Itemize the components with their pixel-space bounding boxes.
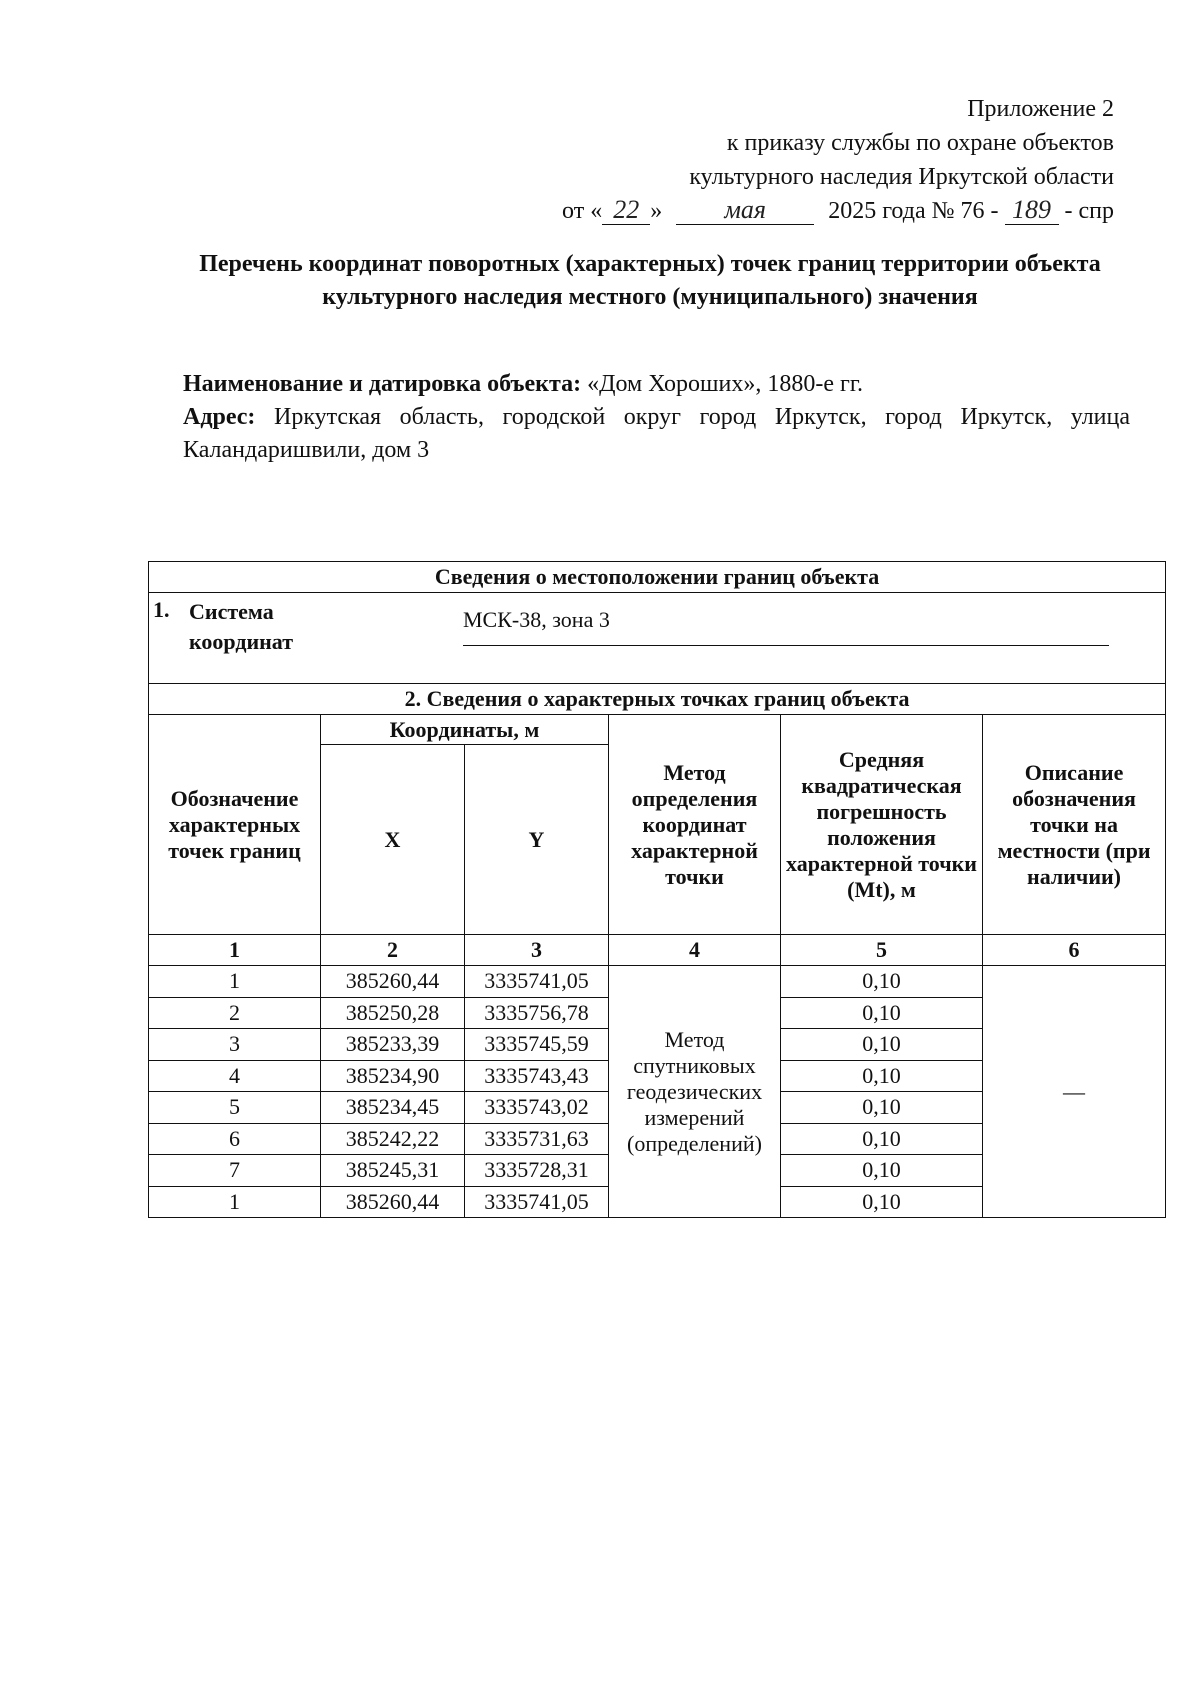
point-x: 385234,90 <box>321 1060 465 1092</box>
point-x: 385245,31 <box>321 1155 465 1187</box>
order-reference: к приказу службы по охране объектов <box>726 130 1114 156</box>
point-mt: 0,10 <box>781 1155 983 1187</box>
document-header <box>562 92 1114 228</box>
issuing-authority: культурного наследия Иркутской области <box>689 164 1114 190</box>
order-date-line <box>562 194 1114 228</box>
point-x: 385250,28 <box>321 997 465 1029</box>
table-row <box>149 966 1166 998</box>
header-method: Метод определения координат характерной точки <box>609 715 781 935</box>
address-value: Иркутская область, городской округ город Иркутск, город Иркутск, улица Каландаришвили, дом 3 <box>183 404 1131 463</box>
method-value: Метод спутниковых геодезических измерений (определений) <box>609 966 781 1218</box>
system-number: 1. <box>153 597 170 622</box>
column-number: 5 <box>781 935 983 966</box>
object-address-line <box>183 401 1130 467</box>
system-label: Система координат <box>189 599 294 654</box>
column-number: 4 <box>609 935 781 966</box>
order-suffix: - спр <box>1064 198 1114 224</box>
coordinate-system-cell <box>149 593 1166 684</box>
year-and-number: 2025 года № 76 - <box>828 198 999 224</box>
header-y: Y <box>465 745 609 935</box>
point-id: 6 <box>149 1123 321 1155</box>
handwritten-day: 22 <box>602 196 650 225</box>
column-number: 3 <box>465 935 609 966</box>
points-section-title: 2. Сведения о характерных точках границ объекта <box>149 684 1166 715</box>
point-id: 1 <box>149 966 321 998</box>
header-coordinates: Координаты, м <box>321 715 609 745</box>
column-number: 6 <box>983 935 1166 966</box>
point-x: 385260,44 <box>321 966 465 998</box>
point-y: 3335743,02 <box>465 1092 609 1124</box>
object-name-line <box>183 368 1130 401</box>
point-id: 2 <box>149 997 321 1029</box>
point-id: 3 <box>149 1029 321 1061</box>
section-title: Сведения о местоположении границ объекта <box>149 562 1166 593</box>
point-y: 3335728,31 <box>465 1155 609 1187</box>
description-value: — <box>983 966 1166 1218</box>
handwritten-order-number: 189 <box>1005 196 1059 225</box>
point-y: 3335741,05 <box>465 1186 609 1218</box>
point-x: 385234,45 <box>321 1092 465 1124</box>
column-number: 2 <box>321 935 465 966</box>
point-id: 4 <box>149 1060 321 1092</box>
date-quote-close: » <box>650 198 663 224</box>
coordinates-table <box>148 561 1166 1218</box>
point-mt: 0,10 <box>781 1186 983 1218</box>
column-number: 1 <box>149 935 321 966</box>
point-mt: 0,10 <box>781 966 983 998</box>
point-mt: 0,10 <box>781 1060 983 1092</box>
point-x: 385233,39 <box>321 1029 465 1061</box>
point-mt: 0,10 <box>781 997 983 1029</box>
point-id: 5 <box>149 1092 321 1124</box>
address-label: Адрес: <box>183 404 256 430</box>
point-y: 3335743,43 <box>465 1060 609 1092</box>
column-numbers-row <box>149 935 1166 966</box>
date-prefix: от « <box>562 198 603 224</box>
handwritten-month: мая <box>676 196 814 225</box>
appendix-label: Приложение 2 <box>967 96 1114 122</box>
point-id: 7 <box>149 1155 321 1187</box>
header-designation: Обозначение характерных точек границ <box>149 715 321 935</box>
point-mt: 0,10 <box>781 1123 983 1155</box>
object-info <box>183 368 1130 467</box>
point-mt: 0,10 <box>781 1092 983 1124</box>
object-name-value: «Дом Хороших», 1880-е гг. <box>587 371 863 397</box>
header-description: Описание обозначения точки на местности (при наличии) <box>983 715 1166 935</box>
point-mt: 0,10 <box>781 1029 983 1061</box>
point-y: 3335731,63 <box>465 1123 609 1155</box>
header-error: Средняя квадратическая погрешность положения характерной точки (Mt), м <box>781 715 983 935</box>
point-id: 1 <box>149 1186 321 1218</box>
document-title: Перечень координат поворотных (характерных) точек границ территории объекта культурного наследия местного (муниципального) значения <box>199 251 1101 310</box>
point-y: 3335745,59 <box>465 1029 609 1061</box>
point-y: 3335756,78 <box>465 997 609 1029</box>
point-x: 385242,22 <box>321 1123 465 1155</box>
point-y: 3335741,05 <box>465 966 609 998</box>
system-value: МСК-38, зона 3 <box>463 607 1109 646</box>
header-x: X <box>321 745 465 935</box>
point-x: 385260,44 <box>321 1186 465 1218</box>
object-name-label: Наименование и датировка объекта: <box>183 371 582 397</box>
